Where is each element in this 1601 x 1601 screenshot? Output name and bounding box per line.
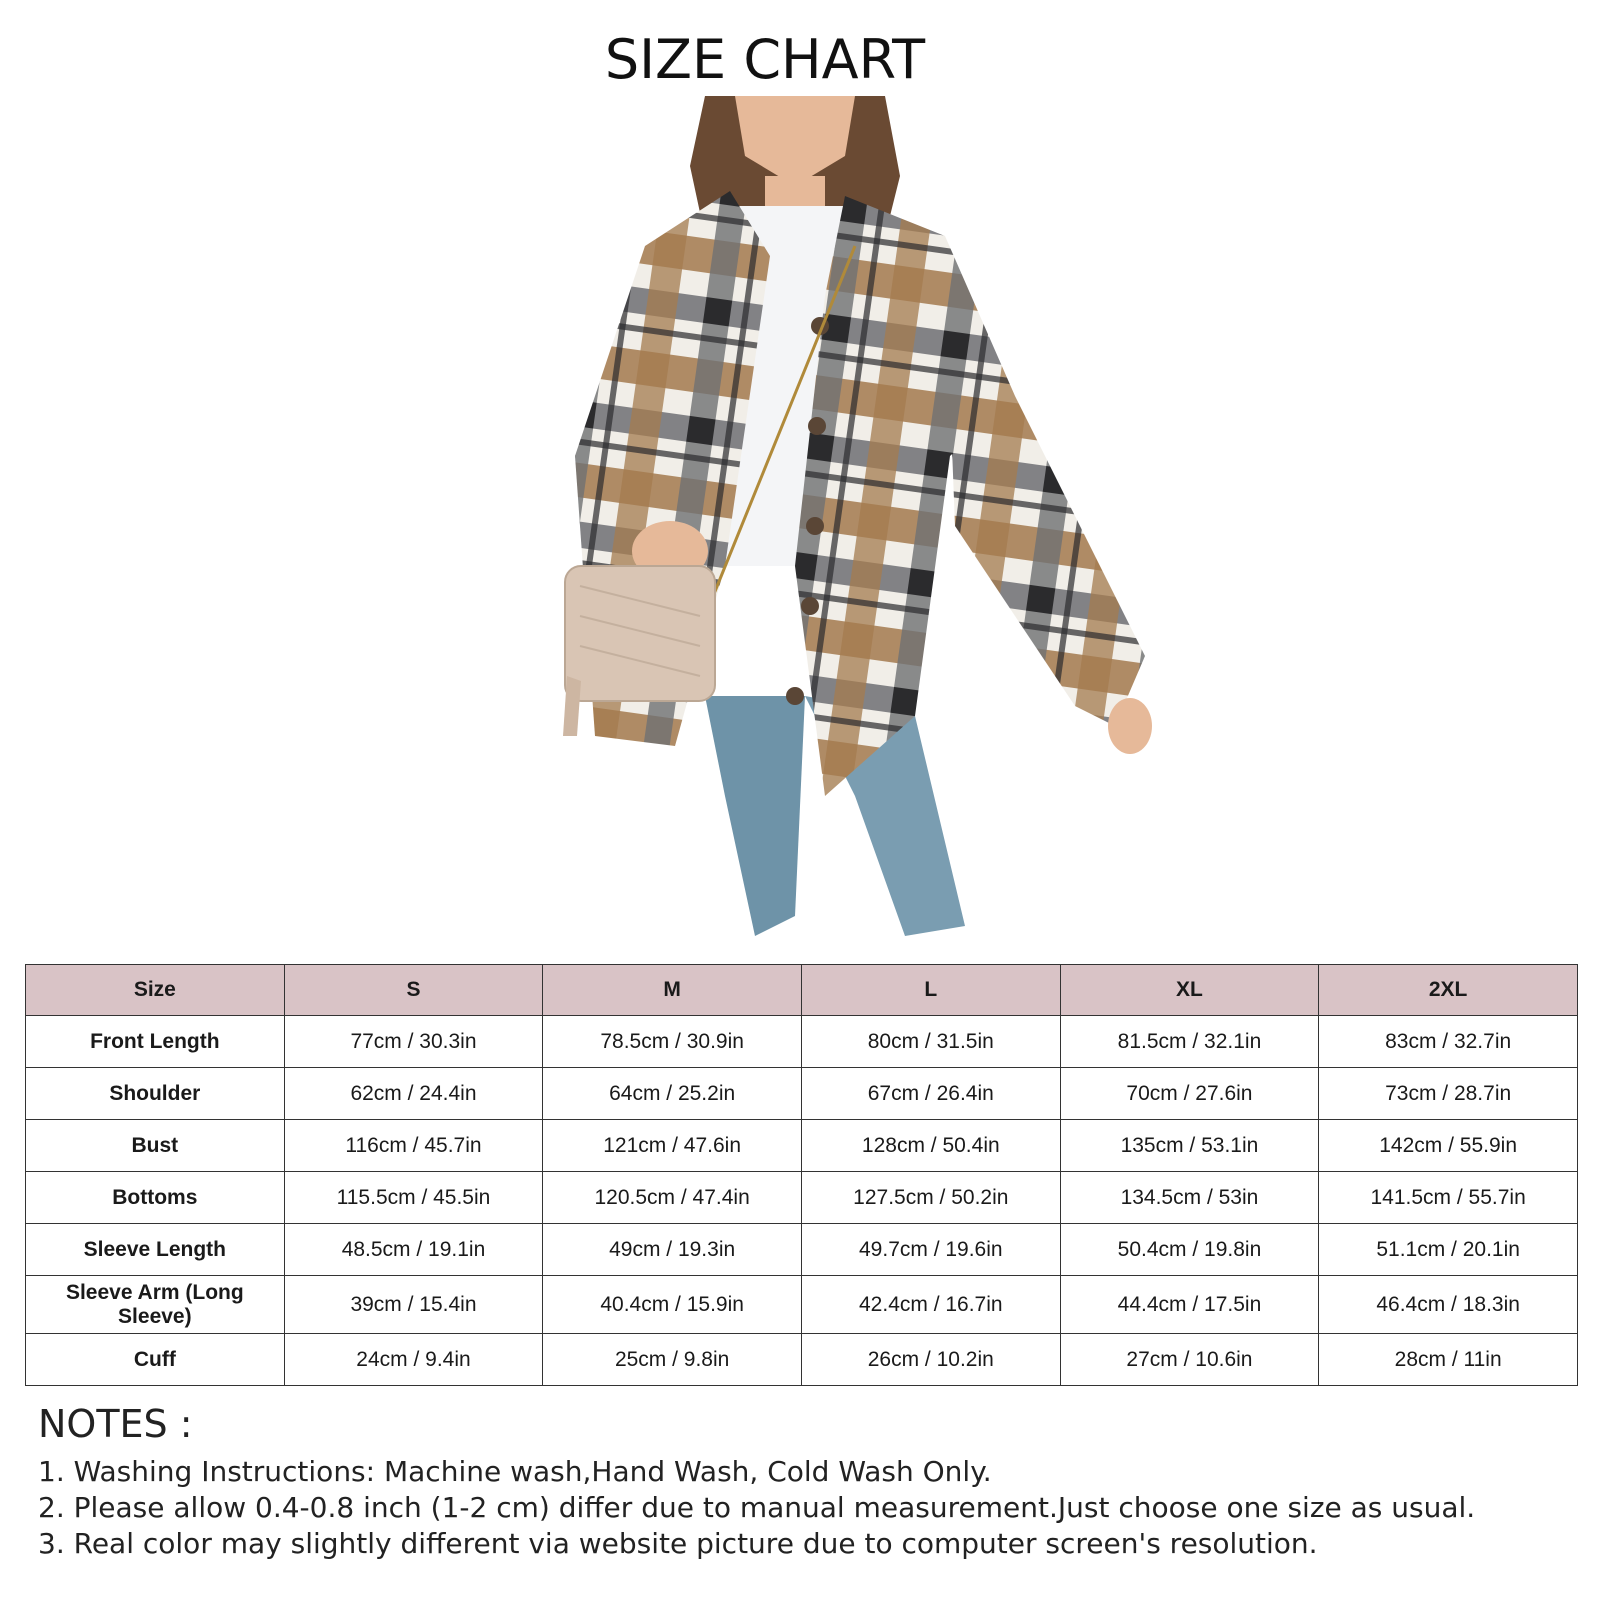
- table-cell: 81.5cm / 32.1in: [1060, 1016, 1319, 1068]
- table-cell: 70cm / 27.6in: [1060, 1068, 1319, 1120]
- table-cell: 142cm / 55.9in: [1319, 1120, 1578, 1172]
- note-item: 2. Please allow 0.4-0.8 inch (1-2 cm) differ due to manual measurement.Just choose one size as usual.: [38, 1491, 1476, 1524]
- table-cell: 28cm / 11in: [1319, 1334, 1578, 1386]
- table-cell: 141.5cm / 55.7in: [1319, 1172, 1578, 1224]
- table-cell: 135cm / 53.1in: [1060, 1120, 1319, 1172]
- table-cell: 128cm / 50.4in: [801, 1120, 1060, 1172]
- header-2xl: 2XL: [1319, 965, 1578, 1016]
- header-l: L: [801, 965, 1060, 1016]
- table-cell: 49cm / 19.3in: [543, 1224, 802, 1276]
- table-cell: 25cm / 9.8in: [543, 1334, 802, 1386]
- table-cell: 78.5cm / 30.9in: [543, 1016, 802, 1068]
- table-cell: 67cm / 26.4in: [801, 1068, 1060, 1120]
- table-cell: 64cm / 25.2in: [543, 1068, 802, 1120]
- table-cell: 116cm / 45.7in: [284, 1120, 543, 1172]
- size-chart-table: [25, 964, 1578, 1386]
- table-cell: 83cm / 32.7in: [1319, 1016, 1578, 1068]
- table-cell: 115.5cm / 45.5in: [284, 1172, 543, 1224]
- table-cell: 80cm / 31.5in: [801, 1016, 1060, 1068]
- row-label: Sleeve Arm (Long Sleeve): [26, 1276, 285, 1334]
- row-label: Bust: [26, 1120, 285, 1172]
- table-cell: 46.4cm / 18.3in: [1319, 1276, 1578, 1334]
- table-cell: 48.5cm / 19.1in: [284, 1224, 543, 1276]
- table-cell: 27cm / 10.6in: [1060, 1334, 1319, 1386]
- table-cell: 42.4cm / 16.7in: [801, 1276, 1060, 1334]
- note-item: 3. Real color may slightly different via website picture due to computer screen's resolution.: [38, 1527, 1318, 1560]
- header-size: Size: [26, 965, 285, 1016]
- table-cell: 40.4cm / 15.9in: [543, 1276, 802, 1334]
- table-cell: 50.4cm / 19.8in: [1060, 1224, 1319, 1276]
- table-cell: 51.1cm / 20.1in: [1319, 1224, 1578, 1276]
- table-row: [26, 1068, 1578, 1120]
- notes-section: [38, 1402, 1578, 1562]
- row-label: Bottoms: [26, 1172, 285, 1224]
- row-label: Front Length: [26, 1016, 285, 1068]
- table-cell: 121cm / 47.6in: [543, 1120, 802, 1172]
- table-cell: 77cm / 30.3in: [284, 1016, 543, 1068]
- table-cell: 127.5cm / 50.2in: [801, 1172, 1060, 1224]
- header-m: M: [543, 965, 802, 1016]
- table-row: [26, 1334, 1578, 1386]
- table-cell: 62cm / 24.4in: [284, 1068, 543, 1120]
- table-cell: 49.7cm / 19.6in: [801, 1224, 1060, 1276]
- table-header-row: [26, 965, 1578, 1016]
- notes-title: NOTES :: [38, 1402, 193, 1446]
- row-label: Shoulder: [26, 1068, 285, 1120]
- table-row: [26, 1120, 1578, 1172]
- note-item: 1. Washing Instructions: Machine wash,Hand Wash, Cold Wash Only.: [38, 1455, 992, 1488]
- table-cell: 120.5cm / 47.4in: [543, 1172, 802, 1224]
- table-cell: 73cm / 28.7in: [1319, 1068, 1578, 1120]
- product-photo: [555, 96, 1170, 952]
- table-cell: 26cm / 10.2in: [801, 1334, 1060, 1386]
- header-xl: XL: [1060, 965, 1319, 1016]
- row-label: Sleeve Length: [26, 1224, 285, 1276]
- table-cell: 24cm / 9.4in: [284, 1334, 543, 1386]
- table-cell: 44.4cm / 17.5in: [1060, 1276, 1319, 1334]
- table-cell: 134.5cm / 53in: [1060, 1172, 1319, 1224]
- page-title: SIZE CHART: [604, 28, 926, 91]
- table-row: [26, 1016, 1578, 1068]
- table-row: [26, 1276, 1578, 1334]
- table-row: [26, 1172, 1578, 1224]
- table-row: [26, 1224, 1578, 1276]
- header-s: S: [284, 965, 543, 1016]
- table-cell: 39cm / 15.4in: [284, 1276, 543, 1334]
- row-label: Cuff: [26, 1334, 285, 1386]
- model-illustration: [555, 96, 1170, 952]
